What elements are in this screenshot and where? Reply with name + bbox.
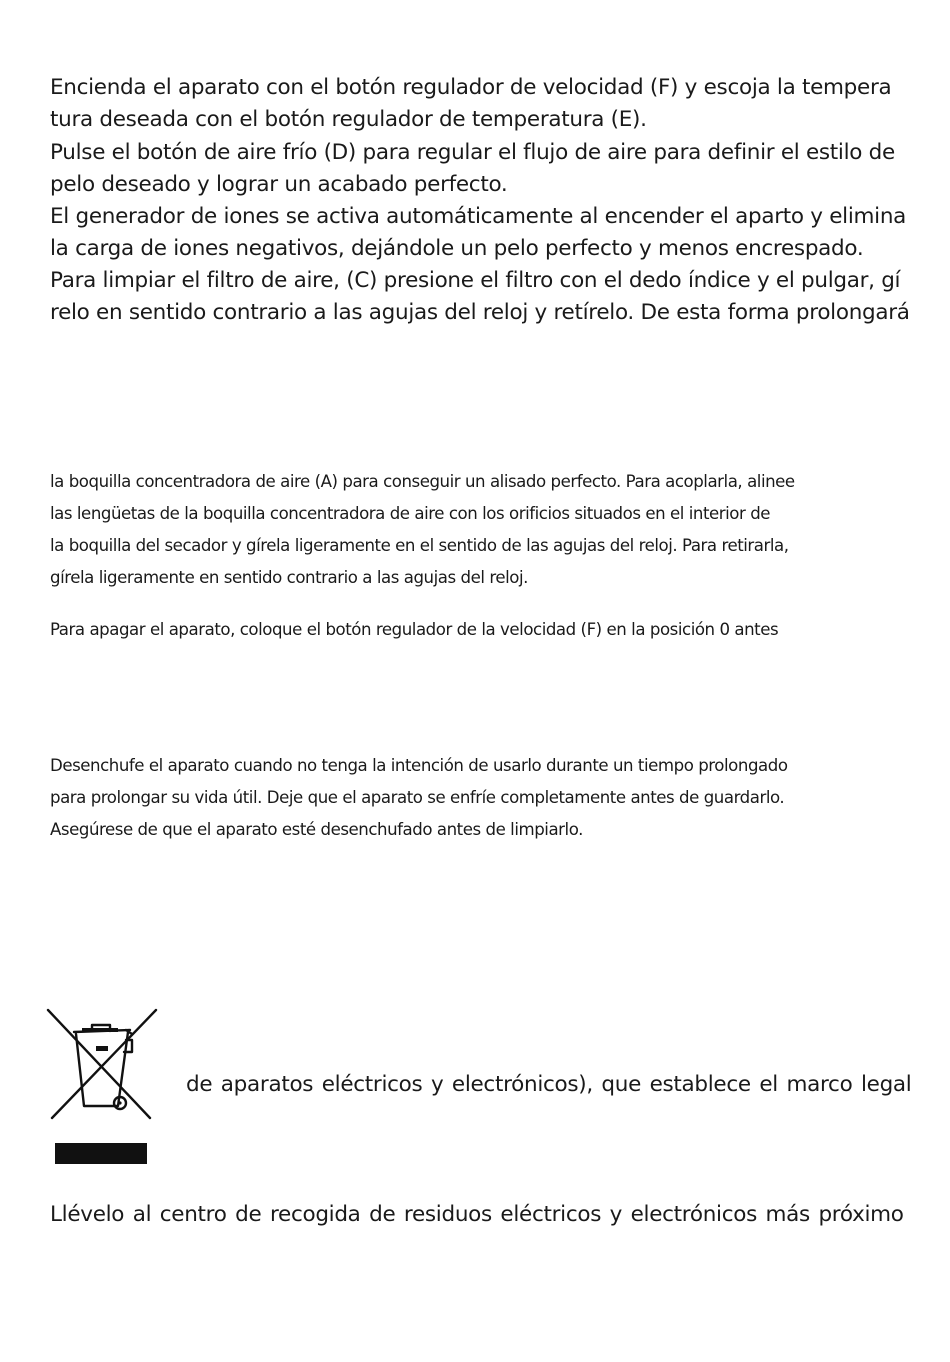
nozzle-line-3: la boquilla del secador y gírela ligeramente en el sentido de las agujas del reloj. Para retirarla,	[50, 536, 789, 555]
storage-line-3: Asegúrese de que el aparato esté desenchufado antes de limpiarlo.	[50, 820, 583, 839]
storage-line-1: Desenchufe el aparato cuando no tenga la intención de usarlo durante un tiempo prolongado	[50, 756, 788, 775]
intro-line-3: Pulse el botón de aire frío (D) para regular el flujo de aire para definir el estilo de	[50, 140, 895, 165]
intro-line-1: Encienda el aparato con el botón regulador de velocidad (F) y escoja la tempera	[50, 75, 892, 100]
nozzle-line-1: la boquilla concentradora de aire (A) para conseguir un alisado perfecto. Para acoplarla, alinee	[50, 472, 795, 491]
crossed-out-wheelie-bin-icon	[44, 1008, 158, 1120]
weee-black-bar	[55, 1143, 147, 1164]
intro-line-4: pelo deseado y lograr un acabado perfecto.	[50, 172, 508, 197]
recycle-line: Llévelo al centro de recogida de residuos eléctricos y electrónicos más próximo	[50, 1202, 904, 1227]
intro-line-2: tura deseada con el botón regulador de temperatura (E).	[50, 107, 647, 132]
weee-text-line: de aparatos eléctricos y electrónicos), que establece el marco legal	[186, 1072, 912, 1097]
intro-line-6: la carga de iones negativos, dejándole un pelo perfecto y menos encrespado.	[50, 236, 864, 261]
switch-off-line: Para apagar el aparato, coloque el botón regulador de la velocidad (F) en la posición 0 antes	[50, 620, 779, 639]
intro-line-5: El generador de iones se activa automáticamente al encender el aparto y elimina	[50, 204, 907, 229]
nozzle-line-4: gírela ligeramente en sentido contrario a las agujas del reloj.	[50, 568, 528, 587]
storage-line-2: para prolongar su vida útil. Deje que el aparato se enfríe completamente antes de guardarlo.	[50, 788, 785, 807]
intro-line-8: relo en sentido contrario a las agujas del reloj y retírelo. De esta forma prolongará	[50, 300, 910, 325]
nozzle-line-2: las lengüetas de la boquilla concentradora de aire con los orificios situados en el interior de	[50, 504, 771, 523]
intro-line-7: Para limpiar el filtro de aire, (C) presione el filtro con el dedo índice y el pulgar, gí	[50, 268, 901, 293]
